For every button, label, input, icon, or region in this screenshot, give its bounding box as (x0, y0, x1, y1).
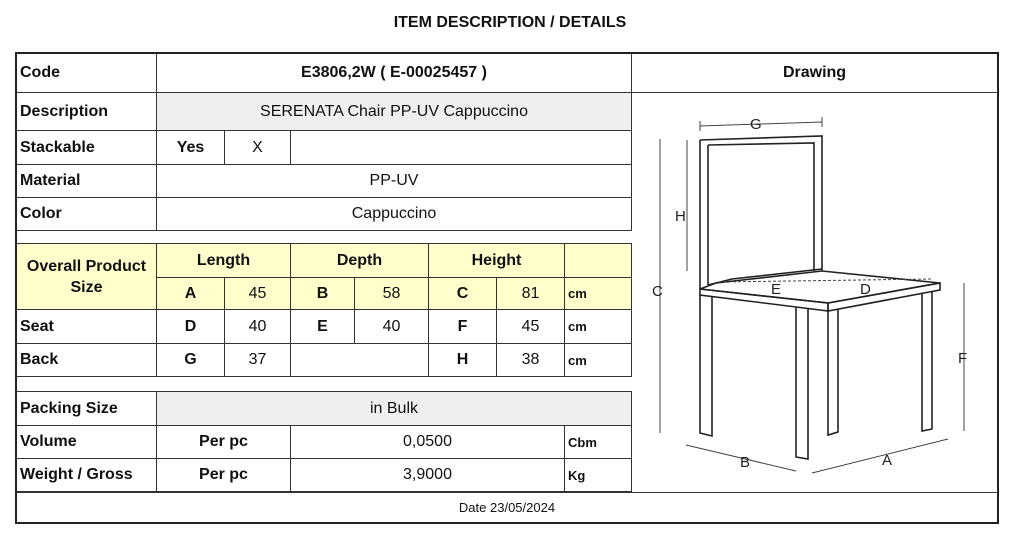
stackable-label: Stackable (17, 131, 157, 165)
dim-c-letter: C (652, 283, 663, 300)
weight-value: 3,9000 (291, 459, 565, 492)
d-value: 40 (225, 310, 291, 344)
color-label: Color (17, 198, 157, 231)
stackable-mark: X (225, 131, 291, 165)
weight-label: Weight / Gross (17, 459, 157, 492)
description-label: Description (17, 93, 157, 131)
row-spacer-2 (17, 377, 632, 392)
back-unit: cm (565, 344, 632, 377)
f-value: 45 (497, 310, 565, 344)
code-label: Code (17, 54, 157, 93)
a-letter: A (157, 278, 225, 310)
material-value: PP-UV (157, 165, 632, 198)
back-label: Back (17, 344, 157, 377)
chair-drawing (632, 93, 997, 492)
color-value: Cappuccino (157, 198, 632, 231)
dim-h-letter: H (675, 208, 686, 225)
volume-per: Per pc (157, 426, 291, 459)
weight-per: Per pc (157, 459, 291, 492)
e-value: 40 (355, 310, 429, 344)
overall-size-label: Overall Product Size (17, 244, 157, 310)
chair-icon (632, 93, 997, 492)
back-empty (291, 344, 429, 377)
g-letter: G (157, 344, 225, 377)
b-value: 58 (355, 278, 429, 310)
b-letter: B (291, 278, 355, 310)
overall-unit: cm (565, 278, 632, 310)
material-label: Material (17, 165, 157, 198)
c-letter: C (429, 278, 497, 310)
drawing-header: Drawing (632, 54, 997, 93)
height-header: Height (429, 244, 565, 278)
seat-label: Seat (17, 310, 157, 344)
dim-f-letter: F (958, 350, 968, 367)
length-header: Length (157, 244, 291, 278)
d-letter: D (157, 310, 225, 344)
weight-unit: Kg (565, 459, 632, 492)
g-value: 37 (225, 344, 291, 377)
c-value: 81 (497, 278, 565, 310)
dim-g-letter: G (750, 116, 762, 133)
dim-a-letter: A (882, 452, 893, 469)
volume-unit: Cbm (565, 426, 632, 459)
a-value: 45 (225, 278, 291, 310)
unit-header-empty (565, 244, 632, 278)
dim-e-letter: E (771, 281, 782, 298)
seat-unit: cm (565, 310, 632, 344)
volume-value: 0,0500 (291, 426, 565, 459)
f-letter: F (429, 310, 497, 344)
h-letter: H (429, 344, 497, 377)
e-letter: E (291, 310, 355, 344)
dim-b-letter: B (740, 454, 751, 471)
date-footer: Date 23/05/2024 (17, 492, 997, 522)
page-title: ITEM DESCRIPTION / DETAILS (393, 14, 627, 31)
volume-label: Volume (17, 426, 157, 459)
code-value: E3806,2W ( E-00025457 ) (157, 54, 632, 93)
packing-label: Packing Size (17, 392, 157, 426)
description-value: SERENATA Chair PP-UV Cappuccino (157, 93, 632, 131)
row-spacer (17, 231, 632, 244)
dim-d-letter: D (860, 281, 871, 298)
stackable-yes: Yes (157, 131, 225, 165)
packing-value: in Bulk (157, 392, 632, 426)
h-value: 38 (497, 344, 565, 377)
depth-header: Depth (291, 244, 429, 278)
stackable-empty (291, 131, 632, 165)
